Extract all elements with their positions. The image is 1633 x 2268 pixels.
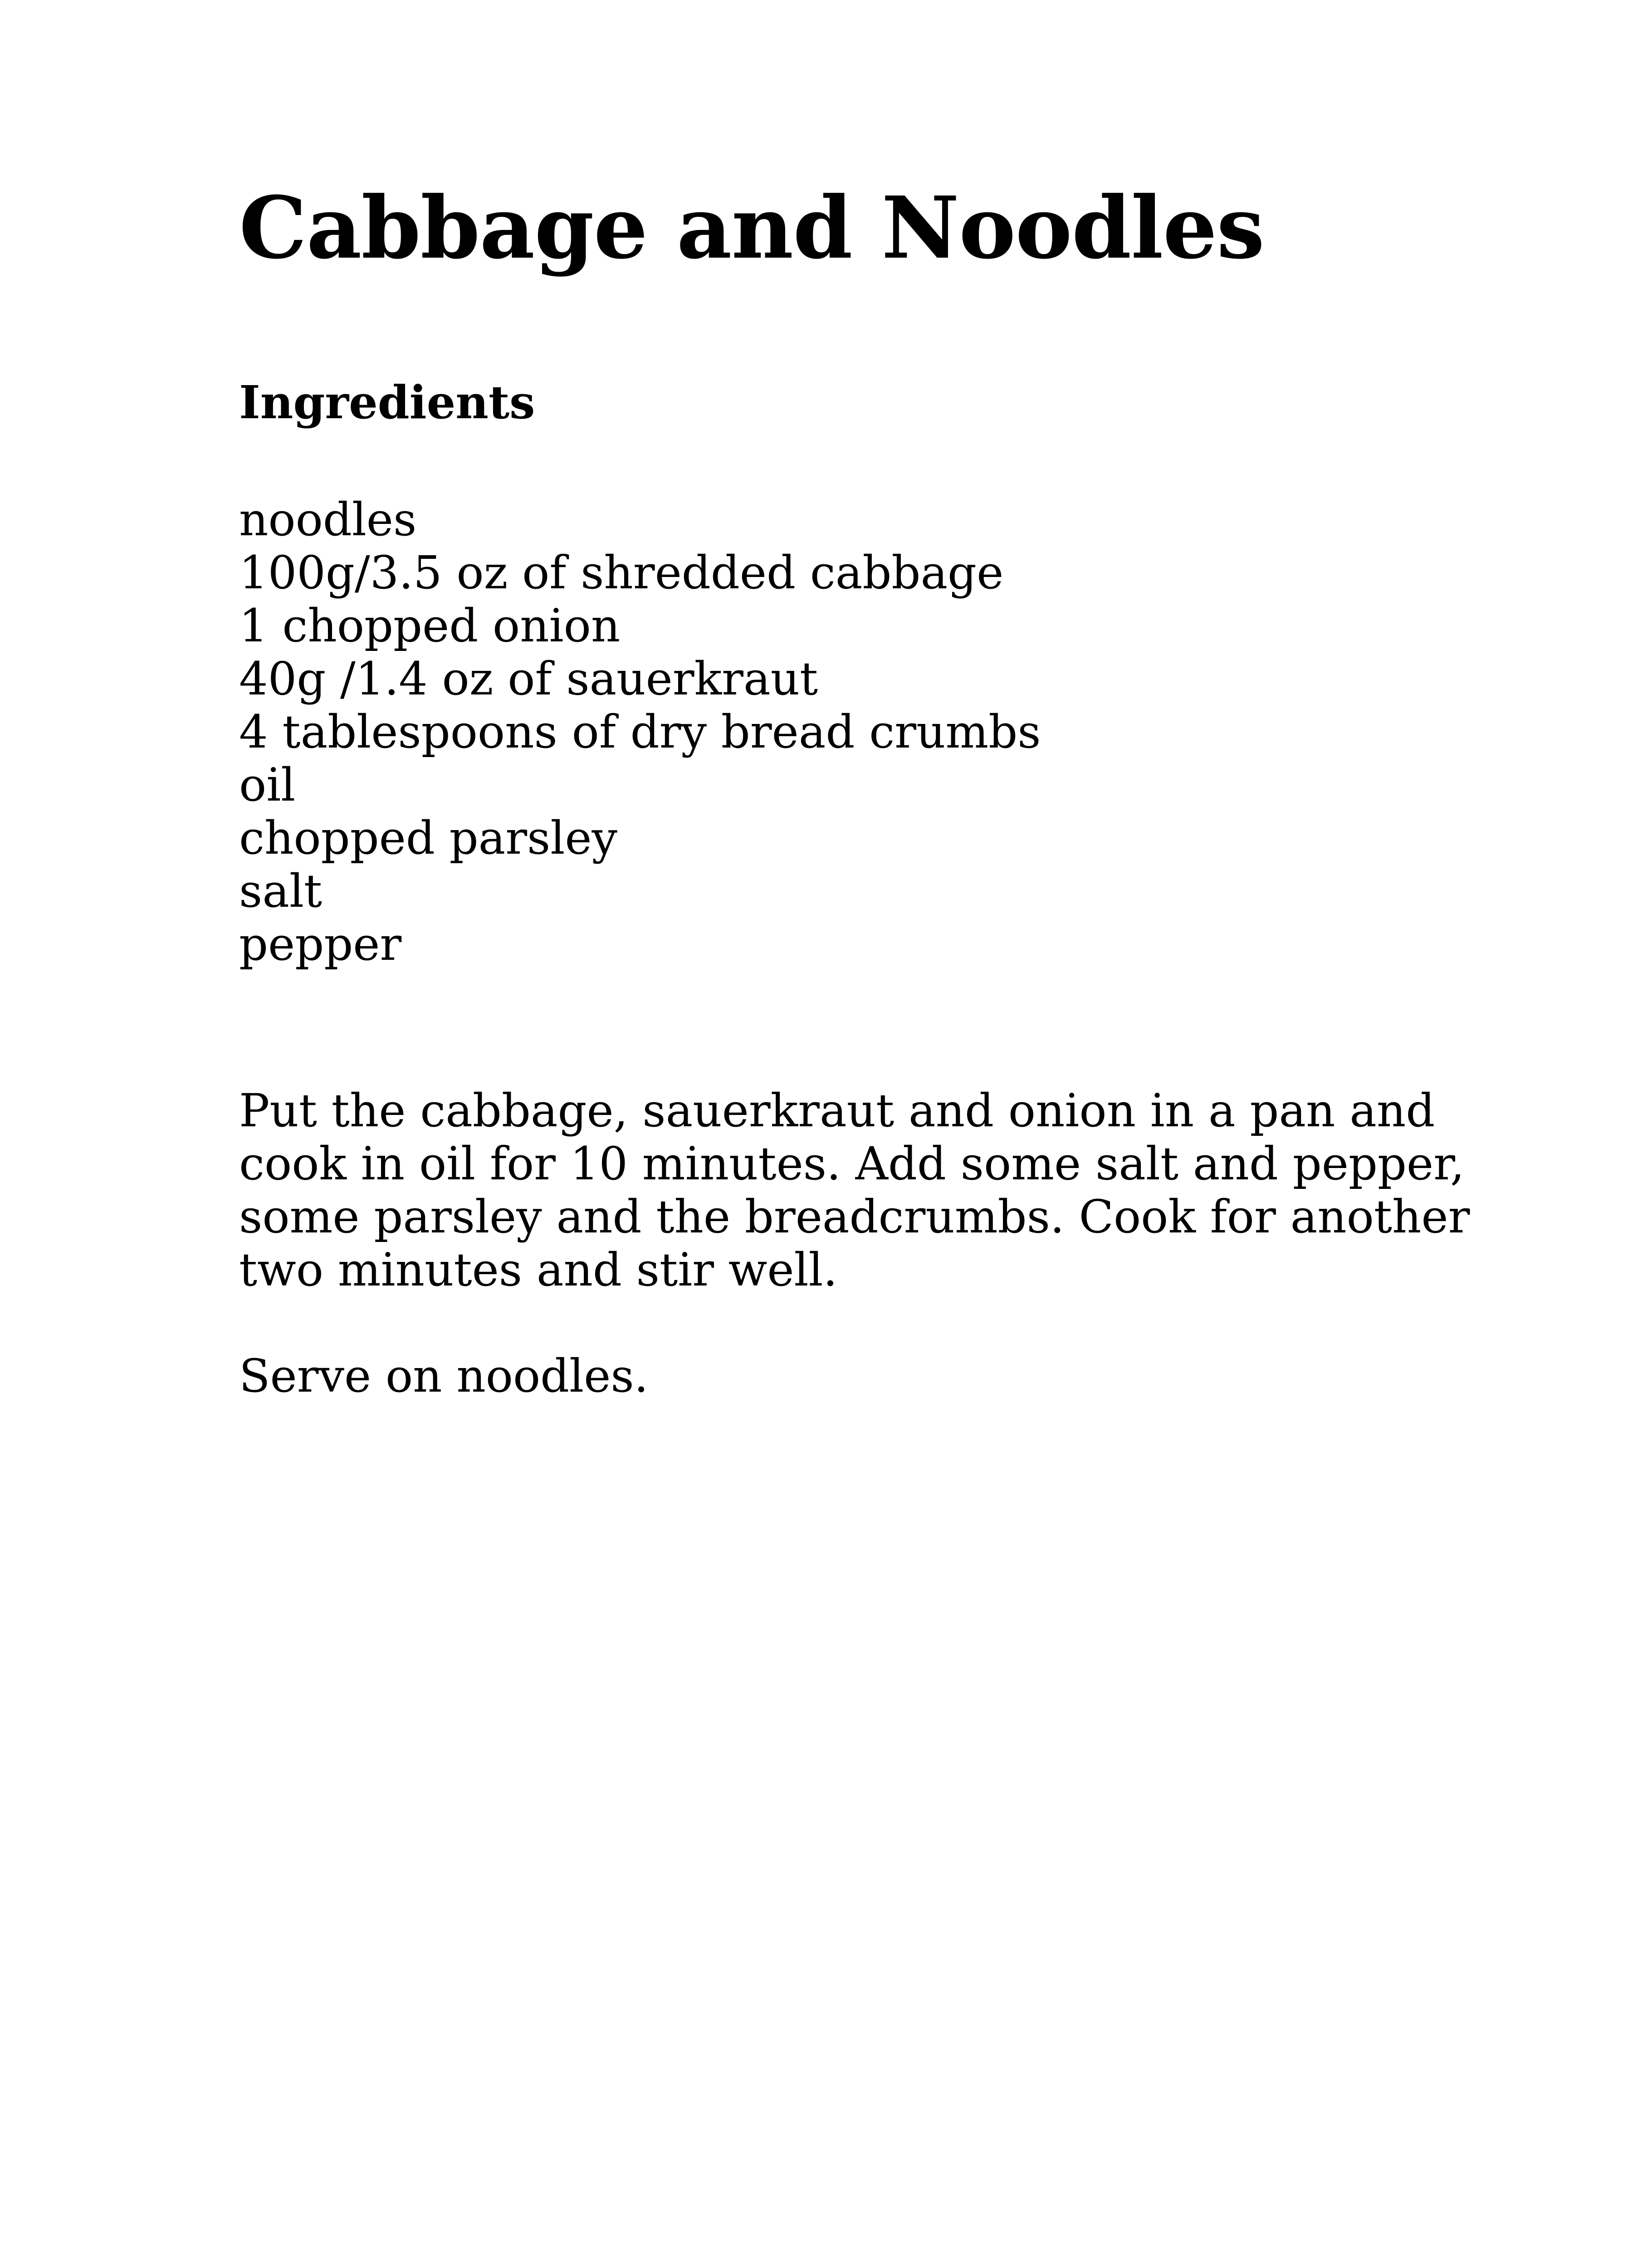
recipe-title: Cabbage and Noodles bbox=[239, 178, 1265, 278]
ingredients-heading: Ingredients bbox=[239, 375, 535, 429]
ingredient-item: 1 chopped onion bbox=[239, 599, 621, 652]
ingredient-item: salt bbox=[239, 864, 323, 918]
instruction-paragraph: Serve on noodles. bbox=[239, 1349, 649, 1403]
ingredient-item: 4 tablespoons of dry bread crumbs bbox=[239, 705, 1041, 758]
ingredient-item: oil bbox=[239, 758, 296, 811]
ingredient-item: 40g /1.4 oz of sauerkraut bbox=[239, 652, 818, 705]
ingredient-item: pepper bbox=[239, 917, 402, 971]
instructions-section bbox=[239, 1084, 1509, 1403]
ingredient-item: chopped parsley bbox=[239, 811, 618, 865]
ingredients-list bbox=[239, 493, 1509, 971]
instruction-paragraph: Put the cabbage, sauerkraut and onion in a pan and cook in oil for 10 minutes. Add some salt and pepper, some parsley and the breadcrumbs. Cook for another two minutes and stir well. bbox=[239, 1084, 1470, 1296]
recipe-content bbox=[239, 178, 1509, 1403]
ingredient-item: 100g/3.5 oz of shredded cabbage bbox=[239, 546, 1004, 599]
ingredient-item: noodles bbox=[239, 493, 417, 546]
